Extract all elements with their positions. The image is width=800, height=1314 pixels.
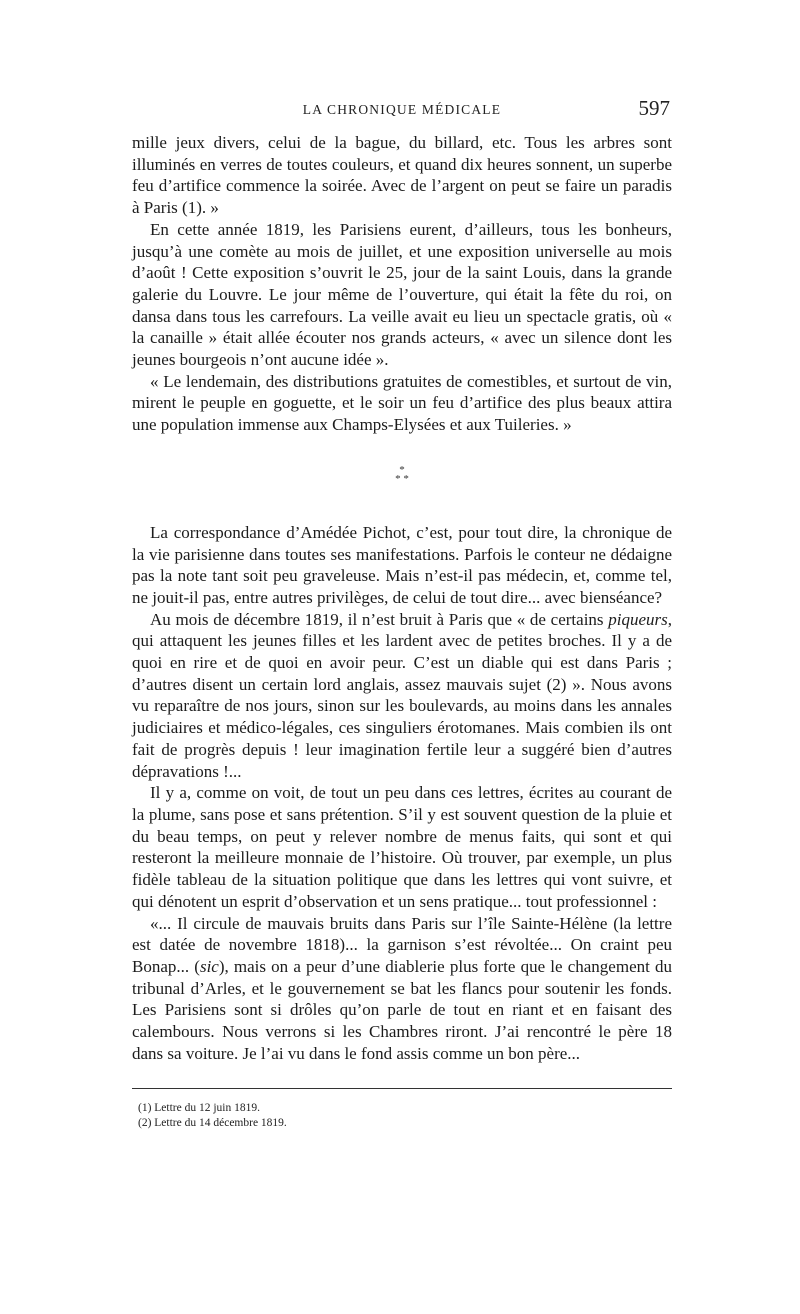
paragraph-text: La correspondance d’Amédée Pichot, c’est, pour tout dire, la chronique de la vie parisienne dans toutes ses manifestations. Parfois le conteur ne dédaigne pas la note tant soit peu graveleuse. Mais n’est-il pas médecin, et, comme tel, ne jouit-il pas, entre autres privilèges, de celui de tout dire... avec bienséance? — [132, 522, 672, 607]
asterism-top: * — [399, 463, 405, 476]
page — [132, 96, 672, 1131]
paragraph — [132, 219, 672, 371]
page-number: 597 — [638, 96, 670, 120]
footnote-2: (2) Lettre du 14 décembre 1819. — [138, 1117, 287, 1130]
paragraph-text: mille jeux divers, celui de la bague, du billard, etc. Tous les arbres sont illuminés en verres de toutes couleurs, et quand dix heures sonnent, un superbe feu d’artifice commence la soirée. Avec de l’argent on peut se faire un paradis à Paris (1). » — [132, 133, 672, 218]
text-block-after-asterism — [132, 522, 672, 1065]
italic-text: sic — [199, 956, 219, 976]
text-block-before-asterism — [132, 132, 672, 436]
asterism-bottom: * * — [395, 472, 409, 485]
paragraph-text: « Le lendemain, des distributions gratuites de comestibles, et surtout de vin, mirent le peuple en goguette, et le soir un feu d’artifice des plus beaux attira une population immense aux Champs-Elysées et aux Tuileries. » — [132, 371, 672, 435]
paragraph — [132, 132, 672, 219]
paragraph-text: En cette année 1819, les Parisiens eurent, d’ailleurs, tous les bonheurs, jusqu’à une comète au mois de juillet, et une exposition universelle au mois d’août ! Cette exposition s’ouvrit le 25, jour de la saint Louis, dans la grande galerie du Louvre. Le jour même de l’ouverture, qui était la fête du roi, on dansa dans tous les carrefours. La veille avait eu lieu un spectacle gratis, où « la canaille » était allée écouter nos grands acteurs, « avec un silence dont les jeunes bourgeois n’ont aucune idée ». — [132, 219, 672, 370]
italic-text: piqueurs — [608, 609, 668, 629]
running-title: LA CHRONIQUE MÉDICALE — [302, 102, 502, 117]
section-asterism — [132, 463, 672, 485]
body-text — [132, 132, 672, 1064]
paragraph-text: , qui attaquent les jeunes filles et les lardent avec de petites broches. Il y a de quoi en rire et de quoi en avoir peur. C’est un diable qui est dans Paris ; d’autres disent un certain lord anglais, assez mauvais sujet (2) ». Nous avons vu reparaître de nos jours, sinon sur les boulevards, au moins dans les annales judiciaires et médico-légales, ces singuliers érotomanes. Mais combien ils ont fait de progrès depuis ! leur imagination fertile leur a suggéré bien d’autres dépravations !... — [132, 609, 672, 781]
paragraph — [132, 371, 672, 436]
footnote-1: (1) Lettre du 12 juin 1819. — [138, 1102, 261, 1115]
paragraph-text: Il y a, comme on voit, de tout un peu dans ces lettres, écrites au courant de la plume, sans pose et sans prétention. S’il y est souvent question de la pluie et du beau temps, on peut y relever nombre de menus faits, qui sont et qui resteront la meilleure monnaie de l’histoire. Où trouver, par exemple, un plus fidèle tableau de la situation politique que dans les lettres qui vont suivre, et qui dénotent un esprit d’observation et un sens pratique... tout professionnel : — [132, 783, 672, 911]
paragraph-text: «... Il circule de mauvais bruits dans Paris sur l’île Sainte-Hélène (la lettre est datée de novembre 1818)... la garnison s’est révoltée... On craint peu Bonap... ( — [132, 913, 672, 976]
paragraph-text: ), mais on a peur d’une diablerie plus forte que le changement du tribunal d’Arles, et le gouvernement se bat les flancs pour soutenir les fonds. Les Parisiens sont si drôles qu’on parle de tout en riant et en faisant des calembours. Nous verrons si les Chambres riront. J’ai rencontré le père 18 dans sa voiture. Je l’ai vu dans le fond assis comme un bon père... — [132, 956, 672, 1063]
paragraph-text: Au mois de décembre 1819, il n’est bruit à Paris que « de certains — [150, 609, 609, 629]
footnotes — [132, 1101, 672, 1131]
paragraph — [132, 609, 672, 783]
paragraph — [132, 522, 672, 609]
footnote-divider — [132, 1088, 672, 1089]
paragraph — [132, 913, 672, 1065]
paragraph — [132, 782, 672, 912]
page-header — [132, 96, 672, 124]
